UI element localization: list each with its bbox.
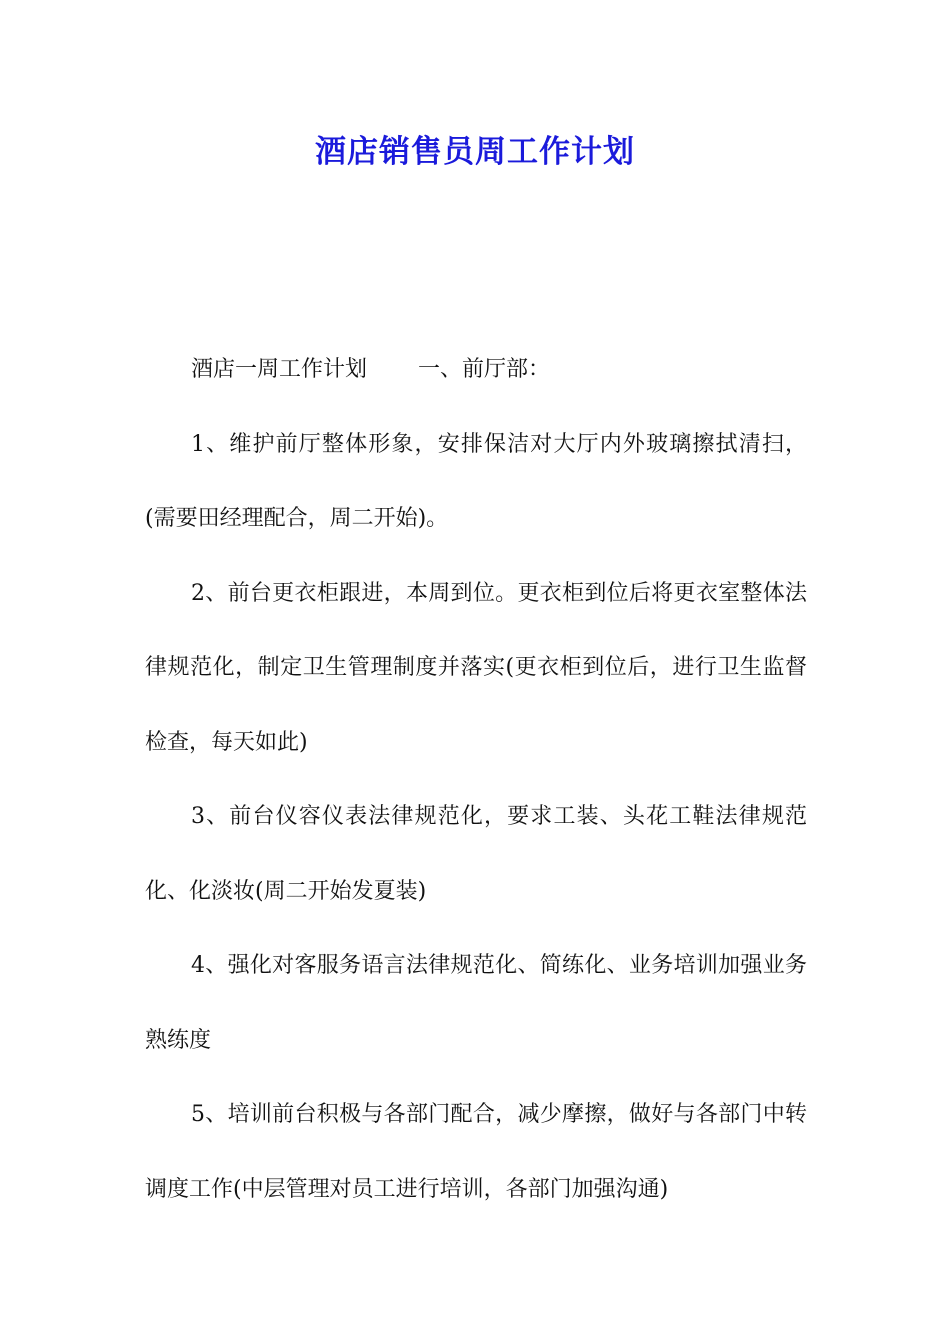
- paragraph-3: 3、前台仪容仪表法律规范化，要求工装、头花工鞋法律规范化、化淡妆(周二开始发夏装): [145, 804, 807, 904]
- paragraph-4: 4、强化对客服务语言法律规范化、简练化、业务培训加强业务熟练度: [145, 953, 807, 1053]
- document-body: [145, 333, 807, 1227]
- paragraph-5: 5、培训前台积极与各部门配合，减少摩擦，做好与各部门中转调度工作(中层管理对员工进行培训，各部门加强沟通): [145, 1102, 807, 1202]
- paragraph-1: 1、维护前厅整体形象，安排保洁对大厅内外玻璃擦拭清扫，(需要田经理配合，周二开始)。: [145, 431, 807, 531]
- intro-paragraph: 酒店一周工作计划 一、前厅部：: [191, 357, 550, 382]
- document-title: 酒店销售员周工作计划: [315, 134, 635, 170]
- paragraph-2: 2、前台更衣柜跟进，本周到位。更衣柜到位后将更衣室整体法律规范化，制定卫生管理制度并落实(更衣柜到位后，进行卫生监督检查，每天如此): [145, 580, 807, 755]
